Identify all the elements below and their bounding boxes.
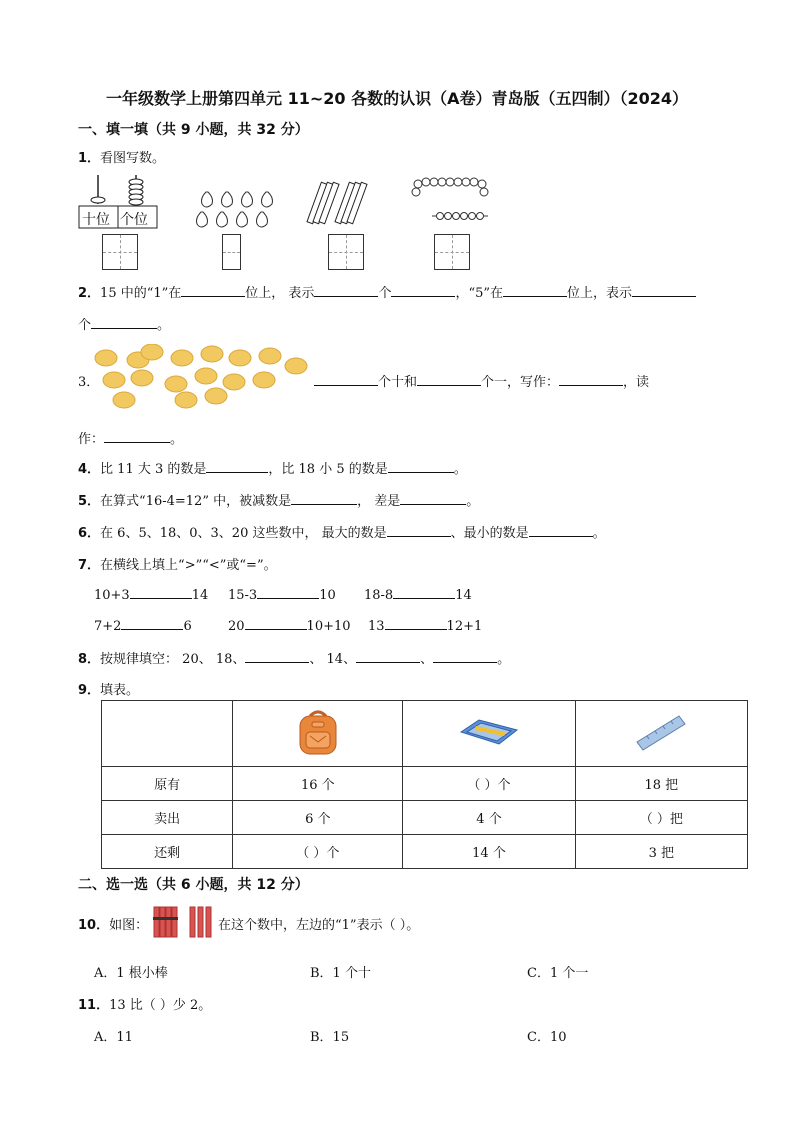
q6-text-3: 。 (592, 526, 606, 541)
question-text: 13 比（ ）少 2。 (109, 998, 212, 1013)
ruler-icon (633, 712, 689, 752)
question-text: 看图写数。 (100, 151, 166, 166)
stick-bundle-red-icon (152, 905, 216, 939)
q7-item-3 (364, 586, 472, 603)
q6-text-1: 在 6、5、18、0、3、20 这些数中， 最大的数是 (100, 526, 387, 541)
q2-text-3: 个 (378, 286, 392, 301)
abacus-tens-label: 十位 (82, 212, 110, 228)
q2-blank-4[interactable] (503, 284, 567, 297)
q7-item-6 (368, 617, 482, 634)
answer-box-2[interactable] (222, 234, 241, 270)
q3-text-1: 个十和 (378, 375, 418, 390)
q8-blank-1[interactable] (245, 650, 309, 663)
q7-left: 10+3 (94, 588, 130, 603)
question-3-cont (78, 428, 183, 447)
potato-group-icon (92, 344, 310, 412)
table-cell-blank[interactable]: （ ）个 (233, 835, 403, 869)
q7-blank[interactable] (257, 586, 319, 599)
q7-item-5 (228, 617, 351, 634)
row-label: 卖出 (102, 801, 233, 835)
q7-blank[interactable] (393, 586, 455, 599)
question-text: 在横线上填上“>”“<”或“=”。 (100, 558, 277, 573)
table-header-row (102, 701, 748, 767)
question-number: 4． (78, 462, 101, 477)
stick-bundle-icon (307, 182, 367, 224)
q4-text-3: 。 (453, 462, 467, 477)
q11-option-c[interactable]: C．10 (527, 1030, 567, 1045)
pear-group-icon (197, 192, 273, 227)
q2-text-7: 。 (157, 318, 171, 333)
q5-blank-2[interactable] (400, 492, 466, 505)
question-3-number: 3． (78, 375, 100, 390)
q7-right: 10 (319, 588, 336, 603)
q8-text-2: 、 14、 (309, 652, 357, 667)
q2-blank-1[interactable] (181, 284, 245, 297)
q11-option-b[interactable]: B．15 (310, 1030, 350, 1045)
q8-text-3: 、 (420, 652, 434, 667)
question-10-prefix (78, 914, 148, 933)
q7-blank[interactable] (130, 586, 192, 599)
q2-blank-5[interactable] (632, 284, 696, 297)
question-number: 10． (78, 918, 110, 933)
table-cell: 6 个 (233, 801, 403, 835)
q9-table (101, 700, 748, 869)
q8-text-4: 。 (497, 652, 511, 667)
q5-text-1: 在算式“16-4=12” 中，被减数是 (100, 494, 292, 509)
q2-blank-6[interactable] (91, 316, 157, 329)
table-row (102, 835, 748, 869)
q8-text-1: 按规律填空： 20、 18、 (100, 652, 246, 667)
q10-option-a[interactable]: A．1 根小棒 (94, 966, 168, 981)
q8-blank-3[interactable] (433, 650, 497, 663)
row-label: 原有 (102, 767, 233, 801)
question-6 (78, 522, 606, 541)
q6-text-2: 、最小的数是 (450, 526, 529, 541)
q10-option-c[interactable]: C．1 个一 (527, 966, 589, 981)
q2-text-6: 个 (78, 318, 92, 333)
q4-text-1: 比 11 大 3 的数是 (100, 462, 207, 477)
q7-blank[interactable] (385, 617, 447, 630)
section-2-heading: 二、选一选（共 6 小题，共 12 分） (78, 877, 309, 893)
q2-text-4: ，“5”在 (455, 286, 504, 301)
q2-blank-3[interactable] (391, 284, 455, 297)
abacus-ones-label: 个位 (120, 212, 148, 228)
q5-blank-1[interactable] (291, 492, 357, 505)
q7-left: 7+2 (94, 619, 122, 634)
q7-right: 12+1 (446, 619, 483, 634)
q2-text-1: 15 中的“1”在 (100, 286, 182, 301)
q2-blank-2[interactable] (314, 284, 378, 297)
q2-text-5: 位上，表示 (567, 286, 633, 301)
question-number: 1． (78, 151, 101, 166)
table-corner-cell (102, 701, 233, 767)
section-1-heading: 一、填一填（共 9 小题，共 32 分） (78, 122, 309, 138)
q10-text: 在这个数中，左边的“1”表示（ ）。 (218, 918, 420, 933)
q3-text-4: 作： (78, 432, 105, 447)
table-row (102, 767, 748, 801)
q6-blank-2[interactable] (529, 524, 593, 537)
question-9 (78, 679, 139, 698)
table-cell: 16 个 (233, 767, 403, 801)
q7-right: 10+10 (306, 619, 351, 634)
q7-left: 13 (368, 619, 385, 634)
q3-blank-3[interactable] (559, 373, 623, 386)
question-4 (78, 458, 467, 477)
q7-right: 6 (183, 619, 192, 634)
q5-text-3: 。 (466, 494, 480, 509)
bead-string-icon (412, 178, 488, 220)
question-2 (78, 282, 696, 301)
table-header-bag (233, 701, 403, 767)
q3-blank-1[interactable] (314, 373, 378, 386)
q3-text-5: 。 (170, 432, 184, 447)
pencil-box-icon (459, 716, 519, 748)
q10-prefix-text: 如图： (109, 918, 149, 933)
q5-text-2: ， 差是 (357, 494, 401, 509)
question-number: 7． (78, 558, 101, 573)
table-row (102, 801, 748, 835)
question-number: 9． (78, 683, 101, 698)
q3-text-3: ，读 (623, 375, 650, 390)
q7-left: 15-3 (228, 588, 258, 603)
question-number: 11． (78, 998, 110, 1013)
q7-item-4 (94, 617, 192, 634)
table-cell: 3 把 (575, 835, 747, 869)
q7-blank[interactable] (245, 617, 307, 630)
answer-box-4[interactable] (434, 234, 470, 270)
q4-blank-1[interactable] (206, 460, 268, 473)
question-number: 8． (78, 652, 101, 667)
q7-right: 14 (455, 588, 472, 603)
question-5 (78, 490, 479, 509)
q7-blank[interactable] (121, 617, 183, 630)
question-7 (78, 554, 277, 573)
q4-blank-2[interactable] (388, 460, 454, 473)
question-2-cont (78, 314, 170, 333)
row-label: 还剩 (102, 835, 233, 869)
q7-item-1 (94, 586, 208, 603)
table-cell-blank[interactable]: （ ）个 (403, 767, 575, 801)
question-11 (78, 994, 211, 1013)
question-1 (78, 147, 165, 166)
question-8 (78, 648, 510, 667)
question-3 (314, 371, 649, 390)
q4-text-2: ，比 18 小 5 的数是 (268, 462, 388, 477)
table-cell: 4 个 (403, 801, 575, 835)
q10-option-b[interactable]: B．1 个十 (310, 966, 371, 981)
q3-blank-4[interactable] (104, 430, 170, 443)
question-text: 填表。 (100, 683, 140, 698)
q7-right: 14 (191, 588, 209, 603)
page-title: 一年级数学上册第四单元 11~20 各数的认识（A卷）青岛版（五四制）（2024） (106, 89, 688, 108)
answer-box-1[interactable] (102, 234, 138, 270)
table-cell: 18 把 (575, 767, 747, 801)
table-header-pencilbox (403, 701, 575, 767)
backpack-icon (296, 708, 340, 756)
table-cell-blank[interactable]: （ ）把 (575, 801, 747, 835)
table-cell: 14 个 (403, 835, 575, 869)
answer-box-3[interactable] (328, 234, 364, 270)
q8-blank-2[interactable] (356, 650, 420, 663)
table-header-ruler (575, 701, 747, 767)
q11-option-a[interactable]: A．11 (94, 1030, 133, 1045)
q3-text-2: 个一，写作： (481, 375, 560, 390)
q7-left: 18-8 (364, 588, 394, 603)
question-number: 5． (78, 494, 101, 509)
q2-text-2: 位上， 表示 (245, 286, 315, 301)
question-number: 2． (78, 286, 101, 301)
q7-left: 20 (228, 619, 245, 634)
question-number: 6． (78, 526, 101, 541)
q6-blank-1[interactable] (387, 524, 451, 537)
q7-item-2 (228, 586, 336, 603)
q3-blank-2[interactable] (417, 373, 481, 386)
